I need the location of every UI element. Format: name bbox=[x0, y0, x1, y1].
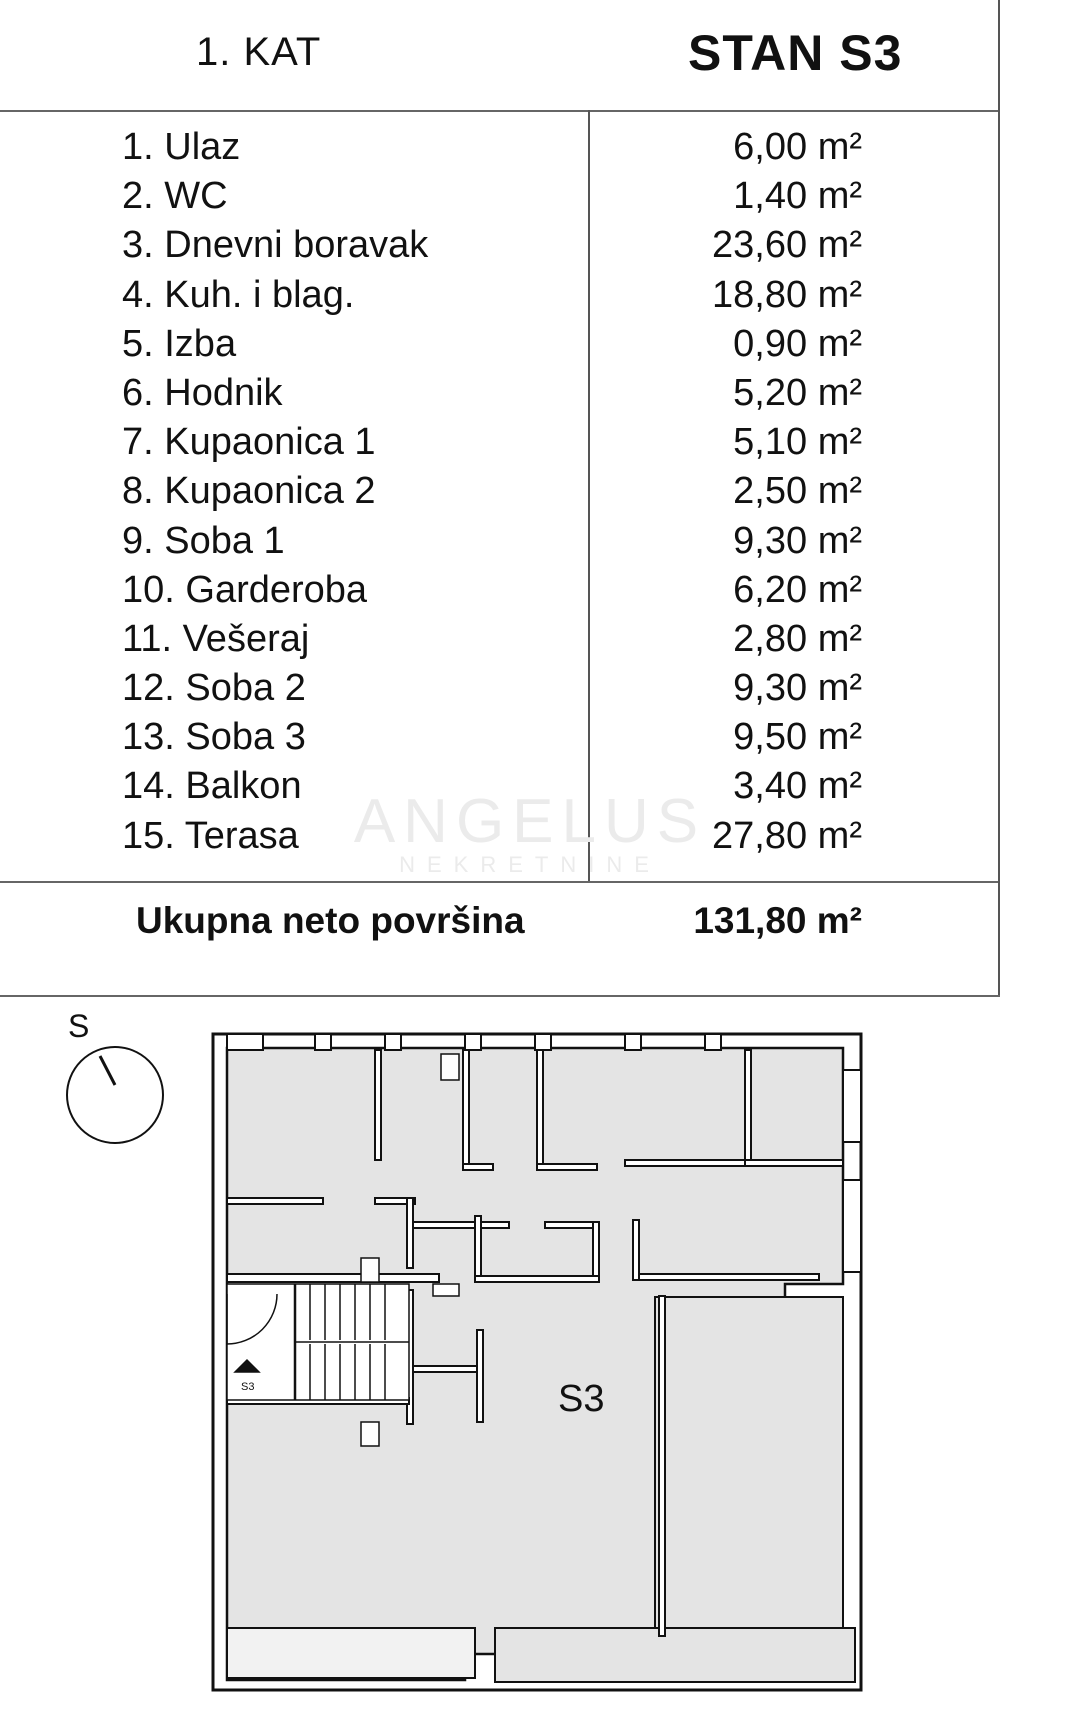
room-name: 9. Soba 1 bbox=[122, 519, 285, 562]
room-area: 5,20 m² bbox=[733, 371, 862, 414]
room-row bbox=[122, 369, 862, 418]
room-name: 10. Garderoba bbox=[122, 568, 368, 611]
room-name: 7. Kupaonica 1 bbox=[122, 421, 376, 464]
room-name: 13. Soba 3 bbox=[122, 716, 306, 759]
room-row bbox=[122, 762, 862, 811]
room-area: 2,50 m² bbox=[733, 470, 862, 513]
room-row bbox=[122, 615, 862, 664]
room-list bbox=[122, 123, 862, 861]
room-row bbox=[122, 221, 862, 270]
room-row bbox=[122, 713, 862, 762]
total-bottom-divider bbox=[0, 995, 1000, 997]
floor-plan bbox=[205, 1030, 875, 1700]
compass-label: S bbox=[68, 1008, 90, 1044]
apartment-title: STAN S3 bbox=[688, 25, 903, 81]
room-area: 1,40 m² bbox=[733, 175, 862, 218]
watermark-line2: NEKRETNINE bbox=[399, 852, 661, 877]
room-row bbox=[122, 566, 862, 615]
header-divider bbox=[0, 110, 1000, 112]
room-row bbox=[122, 320, 862, 369]
room-area: 6,00 m² bbox=[733, 126, 862, 168]
room-area: 9,30 m² bbox=[733, 519, 862, 562]
room-area: 5,10 m² bbox=[733, 421, 862, 464]
room-area: 3,40 m² bbox=[733, 765, 862, 808]
apartment-unit-label: S3 bbox=[558, 1378, 605, 1420]
stair-label: S3 bbox=[241, 1381, 255, 1393]
room-row bbox=[122, 271, 862, 320]
room-name: 1. Ulaz bbox=[122, 126, 241, 168]
north-arrow-icon bbox=[60, 1040, 170, 1150]
room-name: 3. Dnevni boravak bbox=[122, 224, 429, 267]
room-row bbox=[122, 123, 862, 172]
room-area: 2,80 m² bbox=[733, 617, 862, 660]
room-name: 8. Kupaonica 2 bbox=[122, 470, 376, 513]
room-area: 9,50 m² bbox=[733, 716, 862, 759]
room-name: 14. Balkon bbox=[122, 765, 302, 808]
room-row bbox=[122, 812, 862, 861]
rooms-bottom-divider bbox=[0, 881, 1000, 883]
room-area: 0,90 m² bbox=[733, 322, 862, 365]
room-row bbox=[122, 467, 862, 516]
watermark-line1: ANGELUS bbox=[353, 787, 707, 856]
room-name: 2. WC bbox=[122, 175, 228, 218]
room-name: 6. Hodnik bbox=[122, 371, 283, 414]
room-name: 12. Soba 2 bbox=[122, 667, 306, 710]
room-area: 9,30 m² bbox=[733, 667, 862, 710]
room-name: 15. Terasa bbox=[122, 814, 299, 857]
table-right-border bbox=[998, 0, 1000, 995]
floor-label: 1. KAT bbox=[196, 30, 322, 74]
room-row bbox=[122, 664, 862, 713]
room-name: 11. Vešeraj bbox=[122, 617, 310, 660]
total-area-value: 131,80 m² bbox=[693, 900, 862, 941]
room-name: 4. Kuh. i blag. bbox=[122, 273, 355, 316]
room-area: 27,80 m² bbox=[712, 814, 862, 857]
room-area: 23,60 m² bbox=[712, 224, 862, 267]
room-row bbox=[122, 418, 862, 467]
room-area: 6,20 m² bbox=[733, 568, 862, 611]
room-row bbox=[122, 172, 862, 221]
room-area: 18,80 m² bbox=[712, 273, 862, 316]
total-area-label: Ukupna neto površina bbox=[136, 900, 525, 941]
room-row bbox=[122, 517, 862, 566]
room-name: 5. Izba bbox=[122, 322, 237, 365]
